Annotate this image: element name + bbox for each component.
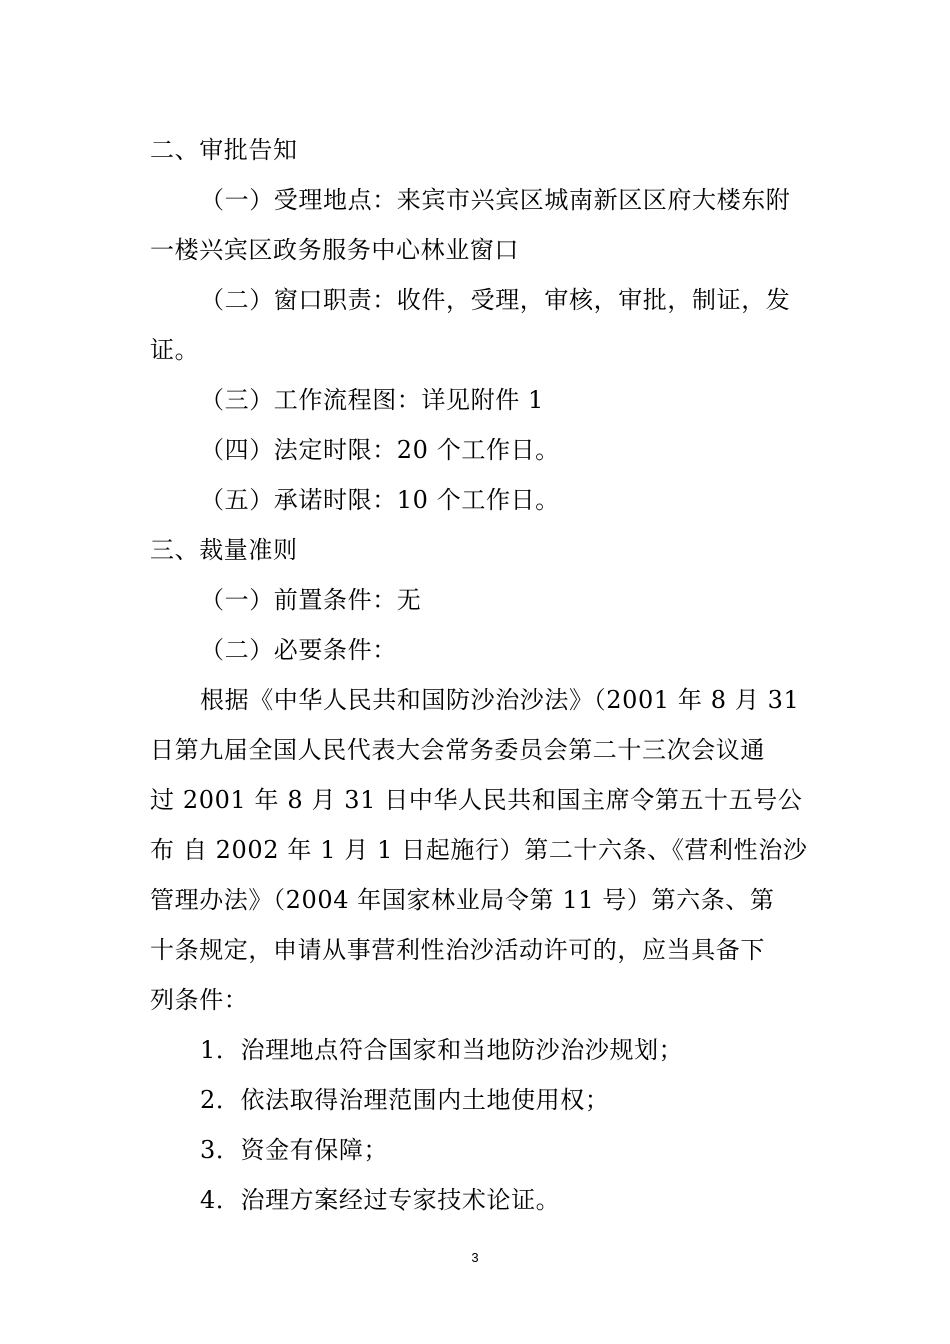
section-heading-discretion-criteria: 三、裁量准则 [150, 536, 298, 564]
page-number: 3 [471, 1250, 479, 1265]
paragraph-line: 过 2001 年 8 月 31 日中华人民共和国主席令第五十五号公 [150, 786, 803, 814]
paragraph-line: （一）受理地点：来宾市兴宾区城南新区区府大楼东附 [200, 186, 791, 214]
paragraph-line: （一）前置条件：无 [200, 586, 422, 614]
list-item: 2．依法取得治理范围内土地使用权； [200, 1086, 610, 1114]
paragraph-line: 日第九届全国人民代表大会常务委员会第二十三次会议通 [150, 736, 765, 764]
paragraph-line: 列条件： [150, 986, 249, 1014]
paragraph-line: 根据《中华人民共和国防沙治沙法》（2001 年 8 月 31 [200, 686, 800, 714]
paragraph-line: 证。 [150, 336, 200, 364]
paragraph-line: 管理办法》（2004 年国家林业局令第 11 号）第六条、第 [150, 886, 775, 914]
paragraph-line: （三）工作流程图：详见附件 1 [200, 386, 544, 414]
paragraph-line: （五）承诺时限：10 个工作日。 [200, 486, 560, 514]
paragraph-line: （四）法定时限：20 个工作日。 [200, 436, 560, 464]
paragraph-line: （二）窗口职责：收件，受理，审核，审批，制证，发 [200, 286, 791, 314]
paragraph-line: （二）必要条件： [200, 636, 397, 664]
list-item: 1．治理地点符合国家和当地防沙治沙规划； [200, 1036, 684, 1064]
list-item: 4．治理方案经过专家技术论证。 [200, 1186, 561, 1214]
list-item: 3．资金有保障； [200, 1136, 389, 1164]
paragraph-line: 一楼兴宾区政务服务中心林业窗口 [150, 236, 519, 264]
paragraph-line: 十条规定，申请从事营利性治沙活动许可的，应当具备下 [150, 936, 765, 964]
section-heading-approval-notice: 二、审批告知 [150, 136, 298, 164]
paragraph-line: 布 自 2002 年 1 月 1 日起施行）第二十六条、《营利性治沙 [150, 836, 808, 864]
